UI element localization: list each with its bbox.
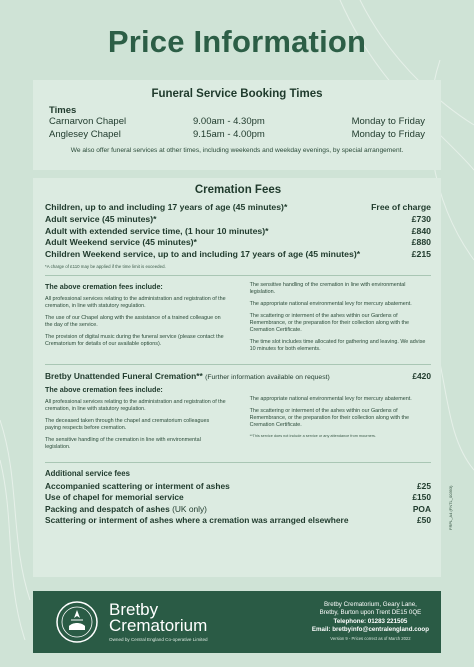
includes-title: The above cremation fees include: (45, 281, 163, 291)
unattended-label: Bretby Unattended Funeral Cremation** (45, 370, 203, 381)
telephone[interactable]: Telephone: 01283 221505 (333, 617, 408, 625)
email[interactable]: Email: bretbyinfo@centralengland.coop (311, 626, 429, 634)
chapel-name: Anglesey Chapel (49, 128, 121, 140)
unattended-footnote: **This service does not include a service or any attendance from mourners. (249, 433, 377, 438)
crematorium-seal-logo (55, 600, 99, 644)
fee-label: Children Weekend service, up to and including 17 years of age (45 minutes)* (45, 249, 361, 260)
divider (45, 275, 431, 276)
fee-price: £880 (411, 237, 431, 248)
additional-fee-row (45, 515, 431, 527)
includes-item: The scattering or interment of the ashes within our Gardens of Remembrance, or the preparation for their collection along with the Cremation Certificate. (249, 407, 410, 428)
booking-times-title: Funeral Service Booking Times (151, 88, 323, 100)
fee-label: Adult Weekend service (45 minutes)* (45, 237, 197, 248)
fee-row (45, 202, 431, 214)
cremation-fee-list (45, 202, 431, 261)
includes-item: The scattering or interment of the ashes within our Gardens of Remembrance, or the preparation for their collection along with the Cremation Certificate. (249, 312, 410, 333)
chapel-time: 9.15am - 4.00pm (193, 128, 265, 140)
times-row (49, 129, 425, 142)
booking-note: We also offer funeral services at other times, including weekends and weekday evenings, by special arrangement. (70, 147, 404, 154)
address-line: Bretby, Burton upon Trent DE15 0QE (319, 609, 422, 617)
includes-left-column (45, 282, 226, 358)
unattended-fee-row (45, 371, 431, 381)
unattended-includes-title: The above cremation fees include: (45, 384, 163, 394)
includes-right-column (250, 282, 431, 358)
additional-fee-label: Use of chapel for memorial service (45, 492, 184, 503)
includes-item: The deceased taken through the chapel and crematorium colleagues paying respects before cremation. (45, 417, 210, 431)
unattended-sub: (Further information available on request) (205, 373, 330, 381)
version-note: Version 9 - Prices correct as of March 2022 (330, 635, 411, 641)
page-title: Price Information (107, 24, 367, 59)
additional-fee-price: £150 (412, 492, 431, 503)
brand-owned-by: Owned by Central England Co-operative Limited (109, 637, 208, 642)
includes-item: The use of our Chapel along with the assistance of a trained colleague on the day of the service. (45, 314, 221, 328)
additional-fee-row (45, 504, 431, 516)
fee-price: £730 (411, 213, 431, 224)
chapel-days: Monday to Friday (351, 128, 425, 140)
additional-fee-row (45, 481, 431, 493)
unattended-includes (45, 385, 431, 456)
times-label: Times (49, 105, 77, 116)
additional-fee-price: £25 (417, 480, 431, 491)
contact-block (312, 601, 429, 644)
additional-fee-label-group (45, 504, 207, 516)
cremation-footnote: *A charge of £110 may be applied if the time limit is exceeded. (45, 263, 166, 269)
fee-price: £215 (411, 249, 431, 260)
times-row (49, 116, 425, 129)
additional-fee-label: Scattering or interment of ashes where a cremation was arranged elsewhere (45, 515, 349, 526)
fee-row (45, 237, 431, 249)
cremation-fees-title: Cremation Fees (194, 184, 282, 196)
fee-label: Adult service (45 minutes)* (45, 213, 157, 224)
unattended-left-column (45, 385, 226, 456)
booking-times-panel (33, 80, 441, 170)
fee-row (45, 214, 431, 226)
fee-label: Children, up to and including 17 years of age (45 minutes)* (45, 202, 288, 212)
brand-block (109, 602, 208, 642)
unattended-price: £420 (412, 370, 431, 381)
chapel-time: 9.00am - 4.30pm (193, 116, 265, 127)
footer-banner (33, 591, 441, 653)
includes-item: The provision of digital music during the funeral service (please contact the Crematorium for details of our available options). (45, 333, 224, 347)
brand-name-line2: Crematorium (109, 616, 208, 635)
includes-item: The sensitive handling of the cremation in line with environmental legislation. (45, 436, 201, 450)
brand-name-line1: Bretby (109, 600, 159, 619)
divider (45, 364, 431, 365)
chapel-days: Monday to Friday (351, 116, 425, 127)
includes-item: The appropriate national environmental levy for mercury abatement. (249, 395, 412, 402)
unattended-label-group (45, 371, 330, 381)
chapel-name: Carnarvon Chapel (49, 116, 127, 127)
unattended-right-column (250, 385, 431, 456)
fee-row (45, 249, 431, 261)
divider (45, 462, 431, 463)
additional-fees-title: Additional service fees (45, 468, 130, 478)
fee-row (45, 226, 431, 238)
address-line: Bretby Crematorium, Geary Lane, (324, 600, 417, 608)
additional-fee-label: Packing and despatch of ashes (45, 503, 170, 514)
includes-item: All professional services relating to the administration and registration of the cremation, in line with statutory regulation. (45, 295, 226, 309)
additional-fee-price: £50 (417, 515, 431, 526)
cremation-includes (45, 282, 431, 358)
additional-fee-price: POA (412, 503, 431, 514)
includes-item: The time slot includes time allocated for gathering and leaving. We advise 10 minutes for both elements. (249, 338, 426, 352)
cremation-fees-panel (33, 178, 441, 577)
additional-fee-row (45, 492, 431, 504)
additional-fee-label: Accompanied scattering or interment of ashes (45, 480, 230, 491)
additional-fee-extra: (UK only) (172, 503, 207, 514)
fee-price: £840 (411, 225, 431, 236)
includes-item: All professional services relating to the administration and registration of the cremation, in line with statutory regulation. (45, 398, 226, 412)
fee-price: Free of charge (371, 202, 431, 212)
includes-item: The sensitive handling of the cremation in line with environmental legislation. (249, 281, 406, 295)
fee-label: Adult with extended service time, (1 hour 10 minutes)* (45, 225, 269, 236)
document-code: FRPL_A4 (FNTL_00393) (448, 485, 453, 530)
includes-item: The appropriate national environmental levy for mercury abatement. (249, 300, 412, 307)
